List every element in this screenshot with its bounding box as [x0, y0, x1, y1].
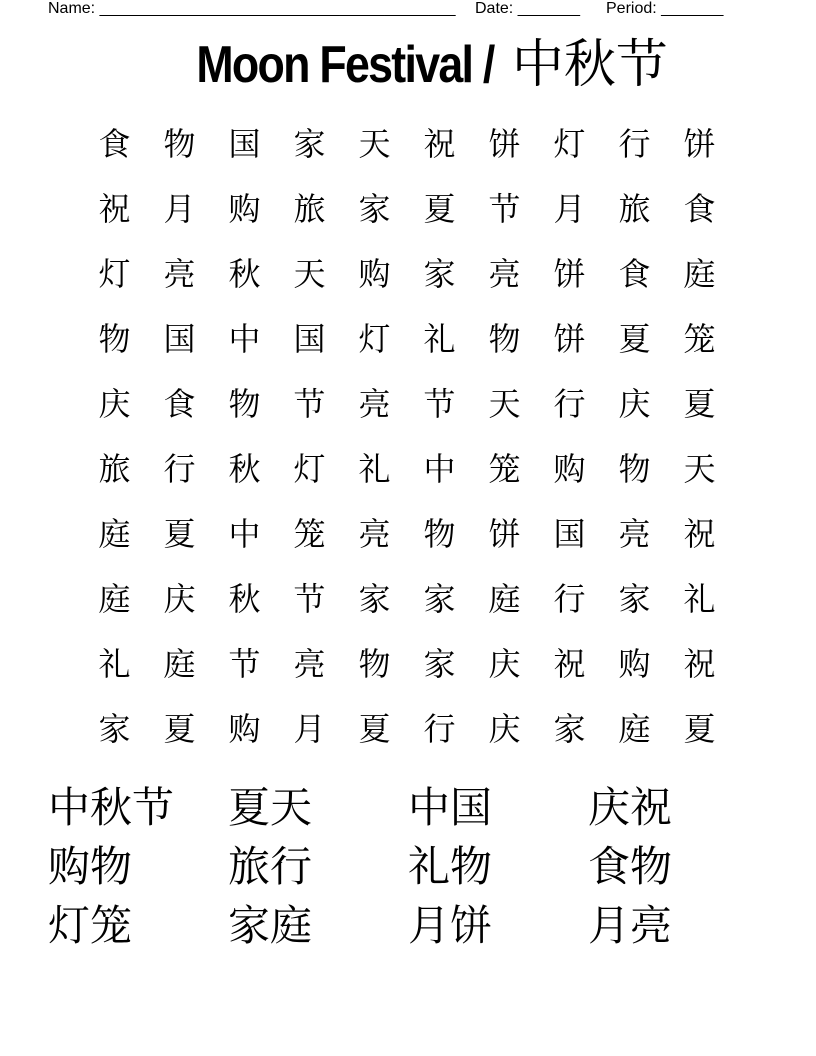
grid-cell[interactable]: 夏 [618, 320, 651, 358]
page-title [0, 34, 816, 96]
grid-cell[interactable]: 祝 [553, 645, 586, 683]
grid-cell[interactable]: 购 [618, 645, 651, 683]
grid-cell[interactable]: 行 [423, 710, 456, 748]
grid-cell[interactable]: 笼 [488, 450, 521, 488]
grid-cell[interactable]: 饼 [553, 320, 586, 358]
grid-cell[interactable]: 物 [228, 385, 261, 423]
grid-cell[interactable]: 饼 [553, 255, 586, 293]
grid-cell[interactable]: 亮 [358, 385, 391, 423]
grid-cell[interactable]: 国 [293, 320, 326, 358]
grid-cell[interactable]: 行 [163, 450, 196, 488]
grid-cell[interactable]: 行 [553, 580, 586, 618]
grid-cell[interactable]: 购 [553, 450, 586, 488]
grid-cell[interactable]: 家 [98, 710, 131, 748]
word-list-item: 月饼 [408, 901, 493, 950]
grid-cell[interactable]: 中 [228, 515, 261, 553]
grid-cell[interactable]: 家 [553, 710, 586, 748]
grid-cell[interactable]: 祝 [423, 125, 456, 163]
grid-cell[interactable]: 物 [358, 645, 391, 683]
grid-cell[interactable]: 旅 [293, 190, 326, 228]
word-list-item: 食物 [588, 842, 673, 891]
grid-cell[interactable]: 物 [98, 320, 131, 358]
grid-cell[interactable]: 月 [553, 190, 586, 228]
grid-cell[interactable]: 灯 [358, 320, 391, 358]
title-chinese: 中秋节 [511, 35, 668, 95]
word-list-item: 灯笼 [48, 901, 133, 950]
grid-cell[interactable]: 庭 [98, 515, 131, 553]
grid-cell[interactable]: 礼 [683, 580, 716, 618]
grid-cell[interactable]: 家 [358, 190, 391, 228]
grid-cell[interactable]: 购 [228, 710, 261, 748]
worksheet-header [48, 0, 748, 18]
word-list-item: 礼物 [408, 842, 493, 891]
grid-cell[interactable]: 家 [423, 580, 456, 618]
word-list-item: 购物 [48, 842, 133, 891]
grid-cell[interactable]: 夏 [358, 710, 391, 748]
grid-cell[interactable]: 礼 [423, 320, 456, 358]
grid-cell[interactable]: 灯 [293, 450, 326, 488]
grid-cell[interactable]: 节 [293, 385, 326, 423]
word-list-item: 中国 [408, 783, 493, 832]
grid-cell[interactable]: 旅 [98, 450, 131, 488]
grid-cell[interactable]: 旅 [618, 190, 651, 228]
grid-cell[interactable]: 祝 [98, 190, 131, 228]
grid-cell[interactable]: 亮 [293, 645, 326, 683]
grid-cell[interactable]: 饼 [683, 125, 716, 163]
grid-cell[interactable]: 月 [163, 190, 196, 228]
grid-cell[interactable]: 亮 [618, 515, 651, 553]
grid-cell[interactable]: 食 [618, 255, 651, 293]
grid-cell[interactable]: 节 [488, 190, 521, 228]
grid-cell[interactable]: 节 [293, 580, 326, 618]
word-list-item: 月亮 [588, 901, 673, 950]
period-field: Period: _______ [606, 0, 724, 17]
grid-cell[interactable]: 庭 [488, 580, 521, 618]
grid-cell[interactable]: 行 [553, 385, 586, 423]
grid-cell[interactable]: 庭 [683, 255, 716, 293]
grid-cell[interactable]: 食 [163, 385, 196, 423]
grid-cell[interactable]: 饼 [488, 515, 521, 553]
grid-cell[interactable]: 家 [618, 580, 651, 618]
grid-cell[interactable]: 家 [293, 125, 326, 163]
character-grid [82, 112, 732, 762]
grid-cell[interactable]: 行 [618, 125, 651, 163]
grid-cell[interactable]: 家 [423, 645, 456, 683]
grid-cell[interactable]: 秋 [228, 255, 261, 293]
grid-cell[interactable]: 庭 [98, 580, 131, 618]
grid-cell[interactable]: 夏 [163, 710, 196, 748]
grid-cell[interactable]: 亮 [163, 255, 196, 293]
grid-cell[interactable]: 国 [228, 125, 261, 163]
grid-cell[interactable]: 亮 [488, 255, 521, 293]
date-field: Date: _______ [475, 0, 580, 17]
grid-cell[interactable]: 节 [228, 645, 261, 683]
grid-cell[interactable]: 中 [423, 450, 456, 488]
grid-cell[interactable]: 天 [358, 125, 391, 163]
grid-cell[interactable]: 月 [293, 710, 326, 748]
grid-cell[interactable]: 天 [488, 385, 521, 423]
grid-cell[interactable]: 天 [683, 450, 716, 488]
grid-cell[interactable]: 笼 [293, 515, 326, 553]
grid-cell[interactable]: 庭 [618, 710, 651, 748]
word-list-item: 旅行 [228, 842, 313, 891]
grid-cell[interactable]: 亮 [358, 515, 391, 553]
grid-cell[interactable]: 国 [553, 515, 586, 553]
grid-cell[interactable]: 食 [683, 190, 716, 228]
grid-cell[interactable]: 天 [293, 255, 326, 293]
grid-cell[interactable]: 购 [228, 190, 261, 228]
grid-cell[interactable]: 笼 [683, 320, 716, 358]
grid-cell[interactable]: 庆 [163, 580, 196, 618]
grid-cell[interactable]: 庆 [98, 385, 131, 423]
name-field: Name: ________________________________________ [48, 0, 456, 17]
grid-cell[interactable]: 节 [423, 385, 456, 423]
word-list-item: 中秋节 [48, 783, 175, 832]
grid-cell[interactable]: 祝 [683, 645, 716, 683]
word-list-item: 庆祝 [588, 783, 673, 832]
grid-cell[interactable]: 中 [228, 320, 261, 358]
grid-cell[interactable]: 食 [98, 125, 131, 163]
grid-cell[interactable]: 物 [423, 515, 456, 553]
grid-cell[interactable]: 夏 [683, 385, 716, 423]
grid-cell[interactable]: 秋 [228, 580, 261, 618]
grid-cell[interactable]: 祝 [683, 515, 716, 553]
grid-cell[interactable]: 夏 [163, 515, 196, 553]
grid-cell[interactable]: 灯 [553, 125, 586, 163]
grid-cell[interactable]: 夏 [683, 710, 716, 748]
grid-cell[interactable]: 秋 [228, 450, 261, 488]
grid-cell[interactable]: 家 [423, 255, 456, 293]
grid-cell[interactable]: 庆 [488, 645, 521, 683]
grid-cell[interactable]: 灯 [98, 255, 131, 293]
grid-cell[interactable]: 物 [163, 125, 196, 163]
grid-cell[interactable]: 礼 [98, 645, 131, 683]
grid-cell[interactable]: 物 [618, 450, 651, 488]
grid-cell[interactable]: 庆 [488, 710, 521, 748]
grid-cell[interactable]: 国 [163, 320, 196, 358]
grid-cell[interactable]: 物 [488, 320, 521, 358]
grid-cell[interactable]: 夏 [423, 190, 456, 228]
grid-cell[interactable]: 饼 [488, 125, 521, 163]
word-list-item: 家庭 [228, 901, 313, 950]
grid-cell[interactable]: 庭 [163, 645, 196, 683]
title-english: Moon Festival / [196, 36, 494, 94]
word-list [48, 778, 768, 955]
grid-cell[interactable]: 庆 [618, 385, 651, 423]
grid-cell[interactable]: 礼 [358, 450, 391, 488]
word-list-item: 夏天 [228, 783, 313, 832]
grid-cell[interactable]: 家 [358, 580, 391, 618]
grid-cell[interactable]: 购 [358, 255, 391, 293]
